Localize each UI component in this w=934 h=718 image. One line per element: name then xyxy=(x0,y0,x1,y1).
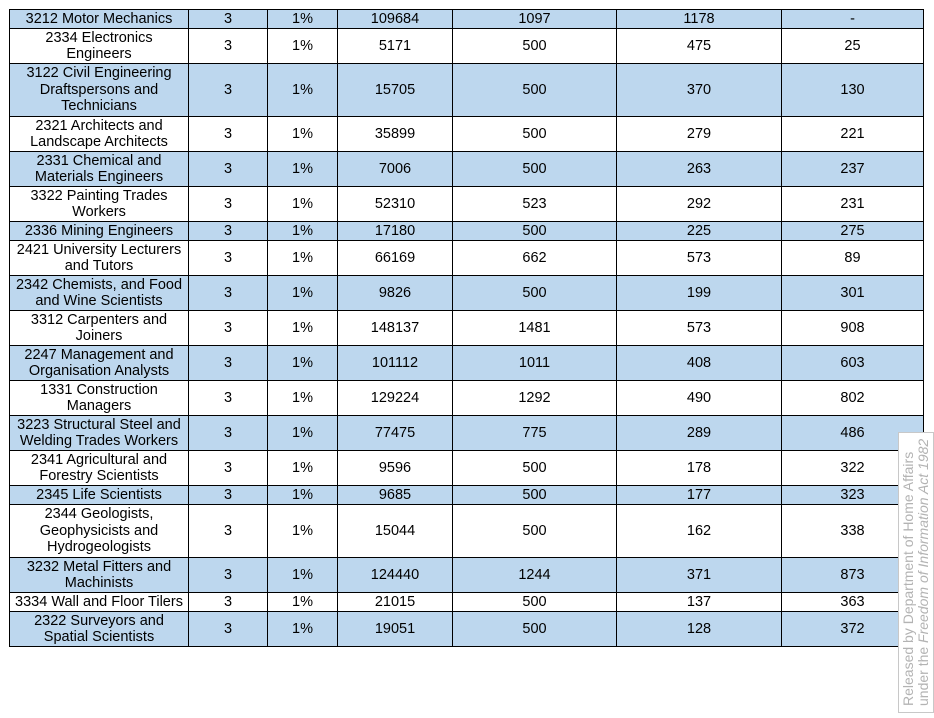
used-cell: 573 xyxy=(617,311,782,346)
occupation-cell: 3122 Civil Engineering Draftspersons and Technicians xyxy=(10,64,189,117)
count-cell: 15044 xyxy=(338,505,453,558)
table-row xyxy=(10,241,924,276)
code-level-cell: 3 xyxy=(189,505,268,558)
percent-cell: 1% xyxy=(268,241,338,276)
used-cell: 408 xyxy=(617,346,782,381)
code-level-cell: 3 xyxy=(189,241,268,276)
percent-cell: 1% xyxy=(268,29,338,64)
allocation-cell: 500 xyxy=(453,222,617,241)
percent-cell: 1% xyxy=(268,346,338,381)
percent-cell: 1% xyxy=(268,486,338,505)
count-cell: 9685 xyxy=(338,486,453,505)
count-cell: 148137 xyxy=(338,311,453,346)
table-row xyxy=(10,311,924,346)
remaining-cell: 363 xyxy=(782,593,924,612)
used-cell: 162 xyxy=(617,505,782,558)
occupation-cell: 2345 Life Scientists xyxy=(10,486,189,505)
remaining-cell: 322 xyxy=(782,451,924,486)
percent-cell: 1% xyxy=(268,276,338,311)
remaining-cell: 372 xyxy=(782,612,924,647)
remaining-cell: 603 xyxy=(782,346,924,381)
count-cell: 129224 xyxy=(338,381,453,416)
code-level-cell: 3 xyxy=(189,117,268,152)
used-cell: 279 xyxy=(617,117,782,152)
table-row xyxy=(10,381,924,416)
used-cell: 475 xyxy=(617,29,782,64)
used-cell: 178 xyxy=(617,451,782,486)
used-cell: 490 xyxy=(617,381,782,416)
remaining-cell: 486 xyxy=(782,416,924,451)
allocation-cell: 500 xyxy=(453,451,617,486)
code-level-cell: 3 xyxy=(189,152,268,187)
remaining-cell: 237 xyxy=(782,152,924,187)
occupation-cell: 3212 Motor Mechanics xyxy=(10,10,189,29)
percent-cell: 1% xyxy=(268,64,338,117)
used-cell: 177 xyxy=(617,486,782,505)
table-body xyxy=(10,10,924,647)
remaining-cell: 908 xyxy=(782,311,924,346)
code-level-cell: 3 xyxy=(189,593,268,612)
occupation-cell: 2321 Architects and Landscape Architects xyxy=(10,117,189,152)
count-cell: 35899 xyxy=(338,117,453,152)
allocation-cell: 1011 xyxy=(453,346,617,381)
allocation-cell: 1097 xyxy=(453,10,617,29)
occupation-cell: 2421 University Lecturers and Tutors xyxy=(10,241,189,276)
count-cell: 17180 xyxy=(338,222,453,241)
allocation-cell: 500 xyxy=(453,593,617,612)
remaining-cell: 221 xyxy=(782,117,924,152)
allocation-cell: 500 xyxy=(453,505,617,558)
count-cell: 15705 xyxy=(338,64,453,117)
code-level-cell: 3 xyxy=(189,10,268,29)
count-cell: 52310 xyxy=(338,187,453,222)
remaining-cell: 89 xyxy=(782,241,924,276)
code-level-cell: 3 xyxy=(189,64,268,117)
percent-cell: 1% xyxy=(268,505,338,558)
watermark-line1: Released by Department of Home Affairs xyxy=(900,451,916,706)
remaining-cell: 802 xyxy=(782,381,924,416)
allocation-cell: 500 xyxy=(453,486,617,505)
watermark-act-name: Freedom of Information Act 1982 xyxy=(915,438,931,643)
occupation-cell: 2341 Agricultural and Forestry Scientists xyxy=(10,451,189,486)
table-row xyxy=(10,10,924,29)
allocation-cell: 1292 xyxy=(453,381,617,416)
count-cell: 21015 xyxy=(338,593,453,612)
remaining-cell: 323 xyxy=(782,486,924,505)
percent-cell: 1% xyxy=(268,152,338,187)
remaining-cell: 275 xyxy=(782,222,924,241)
allocation-cell: 500 xyxy=(453,612,617,647)
used-cell: 289 xyxy=(617,416,782,451)
table-row xyxy=(10,593,924,612)
count-cell: 124440 xyxy=(338,558,453,593)
table-row xyxy=(10,416,924,451)
percent-cell: 1% xyxy=(268,117,338,152)
table-row xyxy=(10,64,924,117)
count-cell: 109684 xyxy=(338,10,453,29)
remaining-cell: 301 xyxy=(782,276,924,311)
allocation-cell: 500 xyxy=(453,64,617,117)
count-cell: 66169 xyxy=(338,241,453,276)
table-row xyxy=(10,558,924,593)
used-cell: 225 xyxy=(617,222,782,241)
occupation-table xyxy=(9,9,924,647)
used-cell: 371 xyxy=(617,558,782,593)
table-row xyxy=(10,29,924,64)
count-cell: 101112 xyxy=(338,346,453,381)
used-cell: 292 xyxy=(617,187,782,222)
code-level-cell: 3 xyxy=(189,486,268,505)
watermark-line2-prefix: under the xyxy=(915,642,931,706)
allocation-cell: 775 xyxy=(453,416,617,451)
code-level-cell: 3 xyxy=(189,346,268,381)
count-cell: 9826 xyxy=(338,276,453,311)
code-level-cell: 3 xyxy=(189,381,268,416)
occupation-cell: 3232 Metal Fitters and Machinists xyxy=(10,558,189,593)
code-level-cell: 3 xyxy=(189,558,268,593)
code-level-cell: 3 xyxy=(189,612,268,647)
occupation-cell: 2331 Chemical and Materials Engineers xyxy=(10,152,189,187)
occupation-cell: 2336 Mining Engineers xyxy=(10,222,189,241)
allocation-cell: 1244 xyxy=(453,558,617,593)
used-cell: 1178 xyxy=(617,10,782,29)
used-cell: 128 xyxy=(617,612,782,647)
used-cell: 263 xyxy=(617,152,782,187)
count-cell: 5171 xyxy=(338,29,453,64)
code-level-cell: 3 xyxy=(189,29,268,64)
percent-cell: 1% xyxy=(268,222,338,241)
count-cell: 19051 xyxy=(338,612,453,647)
code-level-cell: 3 xyxy=(189,187,268,222)
table-row xyxy=(10,117,924,152)
allocation-cell: 523 xyxy=(453,187,617,222)
count-cell: 77475 xyxy=(338,416,453,451)
occupation-cell: 3312 Carpenters and Joiners xyxy=(10,311,189,346)
allocation-cell: 500 xyxy=(453,117,617,152)
code-level-cell: 3 xyxy=(189,311,268,346)
code-level-cell: 3 xyxy=(189,416,268,451)
percent-cell: 1% xyxy=(268,593,338,612)
table-row xyxy=(10,612,924,647)
occupation-cell: 3223 Structural Steel and Welding Trades Workers xyxy=(10,416,189,451)
table-row xyxy=(10,276,924,311)
table-row xyxy=(10,346,924,381)
code-level-cell: 3 xyxy=(189,276,268,311)
used-cell: 370 xyxy=(617,64,782,117)
table-row xyxy=(10,222,924,241)
table-row xyxy=(10,505,924,558)
code-level-cell: 3 xyxy=(189,222,268,241)
occupation-cell: 2342 Chemists, and Food and Wine Scientists xyxy=(10,276,189,311)
table-row xyxy=(10,152,924,187)
remaining-cell: 338 xyxy=(782,505,924,558)
occupation-cell: 1331 Construction Managers xyxy=(10,381,189,416)
used-cell: 199 xyxy=(617,276,782,311)
percent-cell: 1% xyxy=(268,10,338,29)
percent-cell: 1% xyxy=(268,451,338,486)
percent-cell: 1% xyxy=(268,612,338,647)
allocation-cell: 500 xyxy=(453,276,617,311)
occupation-cell: 3334 Wall and Floor Tilers xyxy=(10,593,189,612)
table-row xyxy=(10,451,924,486)
allocation-cell: 662 xyxy=(453,241,617,276)
foi-watermark xyxy=(898,432,934,713)
allocation-cell: 500 xyxy=(453,152,617,187)
remaining-cell: 873 xyxy=(782,558,924,593)
remaining-cell: 231 xyxy=(782,187,924,222)
occupation-cell: 2334 Electronics Engineers xyxy=(10,29,189,64)
table-row xyxy=(10,187,924,222)
remaining-cell: - xyxy=(782,10,924,29)
code-level-cell: 3 xyxy=(189,451,268,486)
allocation-cell: 500 xyxy=(453,29,617,64)
percent-cell: 1% xyxy=(268,381,338,416)
remaining-cell: 130 xyxy=(782,64,924,117)
used-cell: 137 xyxy=(617,593,782,612)
occupation-cell: 2322 Surveyors and Spatial Scientists xyxy=(10,612,189,647)
percent-cell: 1% xyxy=(268,187,338,222)
remaining-cell: 25 xyxy=(782,29,924,64)
occupation-cell: 2344 Geologists, Geophysicists and Hydrogeologists xyxy=(10,505,189,558)
allocation-cell: 1481 xyxy=(453,311,617,346)
watermark-line2 xyxy=(916,439,931,706)
percent-cell: 1% xyxy=(268,416,338,451)
count-cell: 7006 xyxy=(338,152,453,187)
used-cell: 573 xyxy=(617,241,782,276)
count-cell: 9596 xyxy=(338,451,453,486)
table-row xyxy=(10,486,924,505)
occupation-cell: 2247 Management and Organisation Analysts xyxy=(10,346,189,381)
occupation-cell: 3322 Painting Trades Workers xyxy=(10,187,189,222)
percent-cell: 1% xyxy=(268,311,338,346)
percent-cell: 1% xyxy=(268,558,338,593)
